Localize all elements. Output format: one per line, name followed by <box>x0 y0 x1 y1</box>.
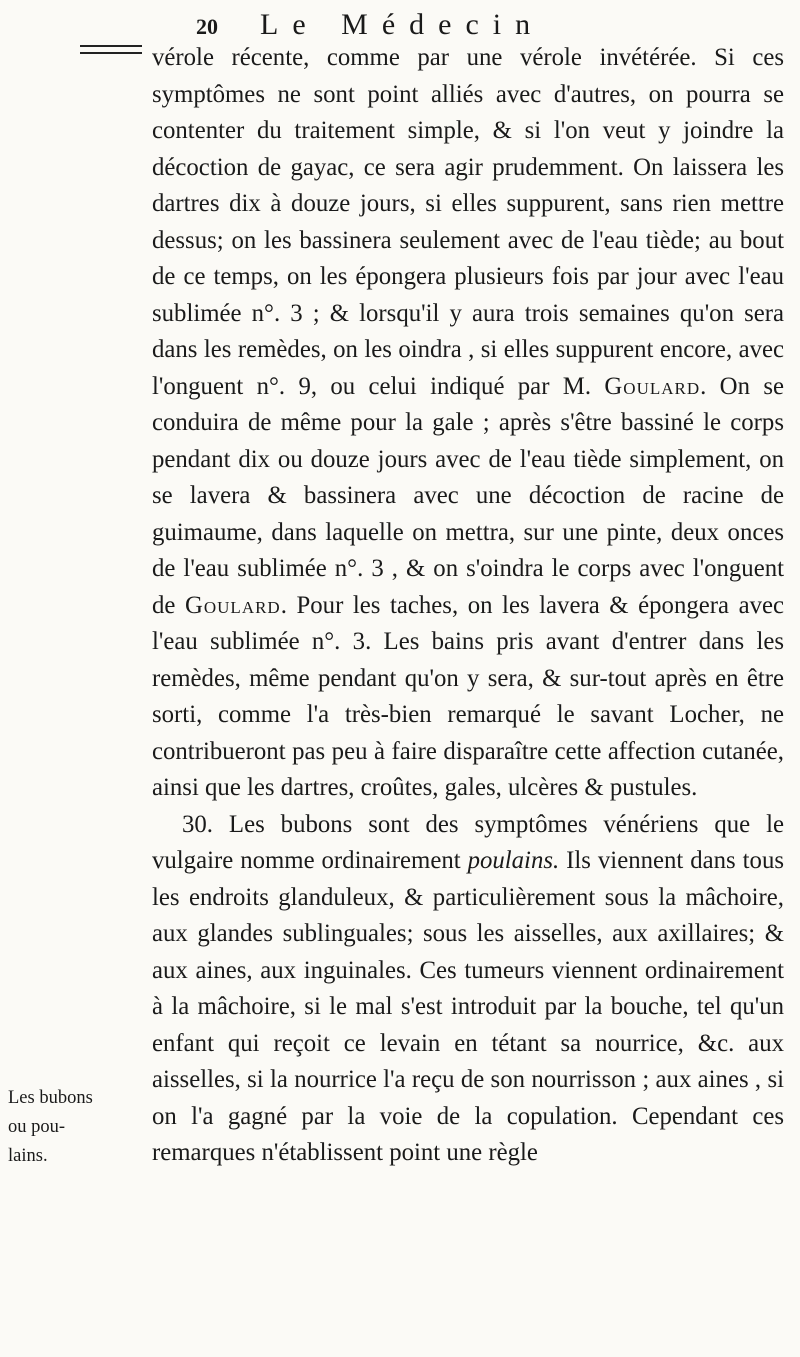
author-name: Goulard <box>604 372 701 400</box>
margin-note-line: Les bubons <box>8 1088 93 1108</box>
paragraph-text: vérole récente, comme par une vérole invétérée. Si ces symptômes ne sont point alliés avec d'autres, on pourra se contenter du traitement simple, & si l'on veut y joindre la décoction de gayac, ce sera agir prudemment. On laissera les dartres dix à douze jours, si elles suppurent, sans rien mettre dessus; on les bassinera seulement avec de l'eau tiède; au bout de ce temps, on les épongera plusieurs fois par jour avec l'eau sublimée n°. 3 ; & lorsqu'il y aura trois semaines qu'on sera dans les remèdes, on les oindra , si elles suppurent encore, avec l'onguent n°. 9, ou celui indiqué par M. <box>152 44 784 400</box>
margin-note <box>8 1084 158 1171</box>
paragraph-continuation <box>152 40 784 807</box>
author-name: Goulard <box>184 591 281 619</box>
body-text <box>152 40 784 1172</box>
margin-note-line: ou pou- <box>8 1117 66 1137</box>
paragraph-text: . Pour les taches, on les lavera & épongera avec l'eau sublimée n°. 3. Les bains pris avant d'entrer dans les remèdes, même pendant qu'on y sera, & sur-tout après en être sorti, comme l'a très-bien remarqué le savant Locher, ne contribueront pas peu à faire disparaître cette affection cutanée, ainsi que les dartres, croûtes, gales, ulcères & pustules. <box>152 591 784 801</box>
page-number: 20 <box>196 14 218 39</box>
paragraph-bubons <box>152 807 784 1172</box>
paragraph-text: 30. Les bubons sont des symptômes vénériens que le vulgaire nomme ordinairement <box>152 810 784 874</box>
paragraph-text: Ils viennent dans tous les endroits glanduleux, & particulièrement sous la mâchoire, aux glandes sublinguales; sous les aisselles, aux axillaires; & aux aines, aux inguinales. Ces tumeurs viennent ordinairement à la mâchoire, si le mal s'est introduit par la bouche, tel qu'un enfant qui reçoit ce levain en tétant sa nourrice, &c. aux aisselles, si la nourrice l'a reçu de son nourrisson ; aux aines , si on l'a gagné par la voie de la copulation. Cependant ces remarques n'établissent point une règle <box>152 847 784 1166</box>
running-title: Le Médecin <box>260 8 545 41</box>
italic-term: poulains. <box>467 847 560 874</box>
paragraph-text: . On se conduira de même pour la gale ; après s'être bassiné le corps pendant dix ou douze jours avec de l'eau tiède simplement, on se lavera & bassinera avec une décoction de racine de guimaume, dans laquelle on mettra, sur une pinte, deux onces de l'eau sublimée n°. 3 , & on s'oindra le corps avec l'onguent de <box>152 372 784 619</box>
page-header <box>196 8 544 44</box>
ornamental-rule <box>80 45 142 54</box>
margin-note-line: lains. <box>8 1146 48 1166</box>
